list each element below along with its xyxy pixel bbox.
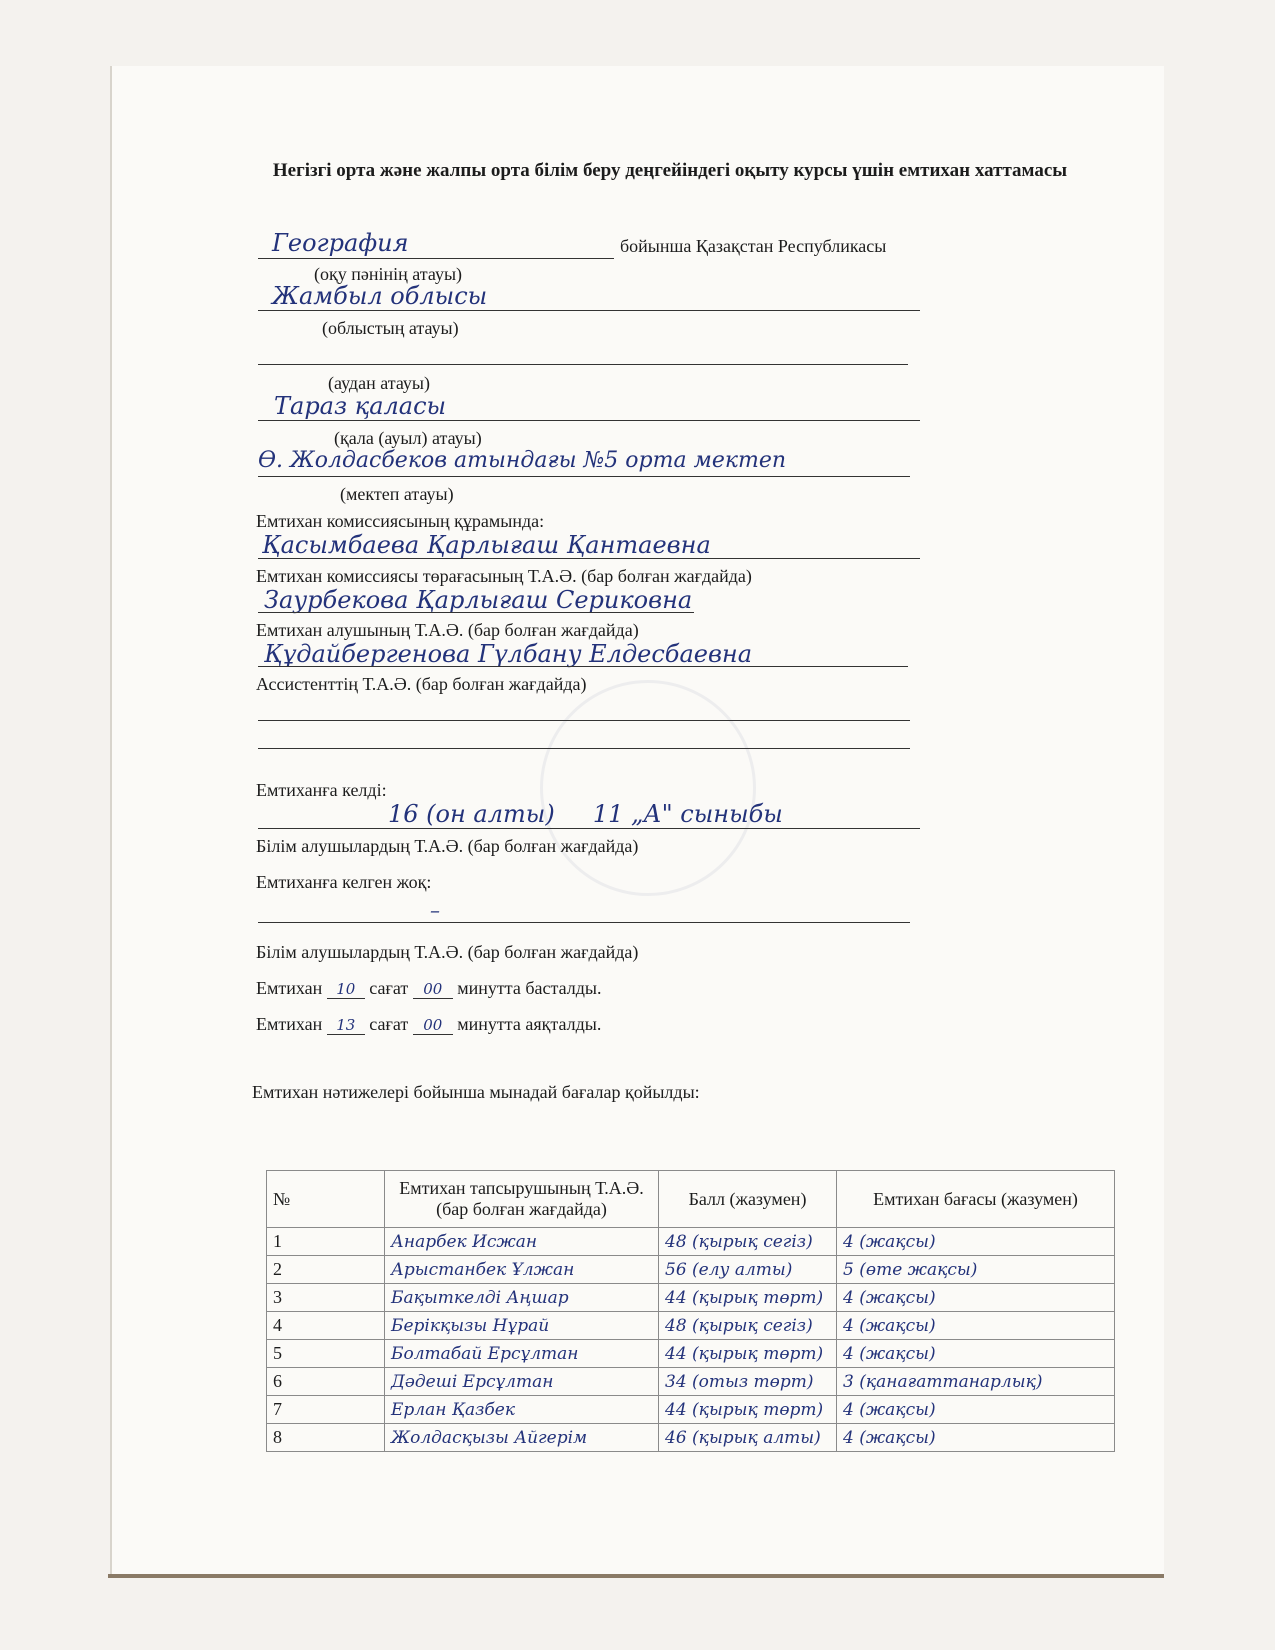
- arrived-handwritten: 16 (он алты) 11 „А" сыныбы: [388, 800, 783, 828]
- header-score: Балл (жазумен): [659, 1171, 837, 1228]
- absent-label: Емтиханға келген жоқ:: [256, 872, 432, 892]
- subject-caption: (оқу пәнінің атауы): [314, 264, 463, 284]
- end-line: [256, 1014, 601, 1035]
- row-grade: 4 (жақсы): [837, 1396, 1115, 1424]
- assistant-label: Ассистенттің Т.А.Ә. (бар болған жағдайда): [256, 674, 587, 694]
- paper-bottom-edge: [108, 1574, 1164, 1578]
- start-hour-handwritten: 10: [327, 980, 365, 999]
- row-score: 48 (қырық сегіз): [659, 1228, 837, 1256]
- row-grade: 4 (жақсы): [837, 1312, 1115, 1340]
- table-row: [267, 1312, 1115, 1340]
- arrived-label: Емтиханға келді:: [256, 780, 387, 800]
- commission-handwritten: Қасымбаева Қарлығаш Қантаевна: [262, 531, 711, 559]
- start-suffix: минутта басталды.: [457, 978, 602, 998]
- end-suffix: минутта аяқталды.: [457, 1014, 602, 1034]
- table-row: [267, 1368, 1115, 1396]
- end-hour-handwritten: 13: [327, 1016, 365, 1035]
- row-number: 8: [267, 1424, 385, 1452]
- examiner-label: Емтихан алушының Т.А.Ә. (бар болған жағдайда): [256, 620, 639, 640]
- header-grade: Емтихан бағасы (жазумен): [837, 1171, 1115, 1228]
- commission-line: [258, 558, 920, 559]
- header-number: №: [267, 1171, 385, 1228]
- chair-handwritten: Заурбекова Қарлығаш Сериковна: [264, 586, 693, 614]
- row-score: 56 (елу алты): [659, 1256, 837, 1284]
- arrived-line: [258, 828, 920, 829]
- row-score: 44 (қырық төрт): [659, 1340, 837, 1368]
- chair-line: [258, 612, 694, 613]
- table-header-row: [267, 1171, 1115, 1228]
- row-score: 44 (қырық төрт): [659, 1396, 837, 1424]
- assistant-line-2: [258, 748, 910, 749]
- region-line: [258, 310, 920, 311]
- row-grade: 3 (қанағаттанарлық): [837, 1368, 1115, 1396]
- row-score: 46 (қырық алты): [659, 1424, 837, 1452]
- table-row: [267, 1284, 1115, 1312]
- row-grade: 4 (жақсы): [837, 1424, 1115, 1452]
- header-name: Емтихан тапсырушының Т.А.Ә. (бар болған жағдайда): [385, 1171, 659, 1228]
- row-student-name: Жолдасқызы Айгерім: [385, 1424, 659, 1452]
- absent-handwritten: –: [430, 898, 440, 922]
- row-student-name: Ерлан Қазбек: [385, 1396, 659, 1424]
- row-number: 4: [267, 1312, 385, 1340]
- document-title: Негізгі орта және жалпы орта білім беру деңгейіндегі оқыту курсы үшін емтихан хаттамасы: [272, 160, 1068, 181]
- start-prefix: Емтихан: [256, 978, 323, 998]
- region-handwritten: Жамбыл облысы: [272, 282, 488, 310]
- end-hour-word: сағат: [369, 1014, 409, 1034]
- end-minute-handwritten: 00: [413, 1016, 453, 1035]
- table-row: [267, 1424, 1115, 1452]
- commission-label: Емтихан комиссиясының құрамында:: [256, 511, 545, 531]
- district-caption: (аудан атауы): [328, 373, 430, 393]
- row-student-name: Бақыткелді Аңшар: [385, 1284, 659, 1312]
- subject-line: [258, 258, 614, 259]
- row-number: 6: [267, 1368, 385, 1396]
- row-grade: 4 (жақсы): [837, 1340, 1115, 1368]
- table-row: [267, 1340, 1115, 1368]
- school-caption: (мектеп атауы): [340, 484, 454, 504]
- city-handwritten: Тараз қаласы: [274, 392, 447, 420]
- row-grade: 4 (жақсы): [837, 1284, 1115, 1312]
- row-grade: 5 (өте жақсы): [837, 1256, 1115, 1284]
- row-number: 3: [267, 1284, 385, 1312]
- examiner-handwritten: Құдайбергенова Гүлбану Елдесбаевна: [264, 640, 753, 668]
- end-prefix: Емтихан: [256, 1014, 323, 1034]
- chair-label: Емтихан комиссиясы төрағасының Т.А.Ә. (бар болған жағдайда): [256, 566, 752, 586]
- students-label-2: Білім алушылардың Т.А.Ә. (бар болған жағдайда): [256, 942, 639, 962]
- table-row: [267, 1256, 1115, 1284]
- city-line: [258, 420, 920, 421]
- school-line: [258, 476, 910, 477]
- faint-stamp-show-through: [540, 680, 756, 896]
- assistant-line-1: [258, 720, 910, 721]
- row-score: 34 (отыз төрт): [659, 1368, 837, 1396]
- table-row: [267, 1228, 1115, 1256]
- absent-line: [258, 922, 910, 923]
- examiner-line: [258, 666, 908, 667]
- district-line: [258, 364, 908, 365]
- row-number: 5: [267, 1340, 385, 1368]
- table-row: [267, 1396, 1115, 1424]
- start-line: [256, 978, 601, 999]
- school-handwritten: Ө. Жолдасбеков атындағы №5 орта мектеп: [258, 448, 787, 473]
- start-minute-handwritten: 00: [413, 980, 453, 999]
- row-number: 2: [267, 1256, 385, 1284]
- row-number: 1: [267, 1228, 385, 1256]
- row-student-name: Берікқызы Нұрай: [385, 1312, 659, 1340]
- subject-handwritten: География: [272, 229, 409, 257]
- students-label-1: Білім алушылардың Т.А.Ә. (бар болған жағдайда): [256, 836, 639, 856]
- results-label: Емтихан нәтижелері бойынша мынадай бағалар қойылды:: [252, 1082, 700, 1102]
- results-table: [266, 1170, 1115, 1452]
- region-caption: (облыстың атауы): [322, 318, 459, 338]
- row-student-name: Арыстанбек Ұлжан: [385, 1256, 659, 1284]
- city-caption: (қала (ауыл) атауы): [334, 428, 482, 448]
- subject-suffix: бойынша Қазақстан Республикасы: [620, 236, 887, 256]
- row-student-name: Дәдеші Ерсұлтан: [385, 1368, 659, 1396]
- row-score: 48 (қырық сегіз): [659, 1312, 837, 1340]
- start-hour-word: сағат: [369, 978, 409, 998]
- row-student-name: Болтабай Ерсұлтан: [385, 1340, 659, 1368]
- row-score: 44 (қырық төрт): [659, 1284, 837, 1312]
- row-grade: 4 (жақсы): [837, 1228, 1115, 1256]
- row-student-name: Анарбек Исжан: [385, 1228, 659, 1256]
- row-number: 7: [267, 1396, 385, 1424]
